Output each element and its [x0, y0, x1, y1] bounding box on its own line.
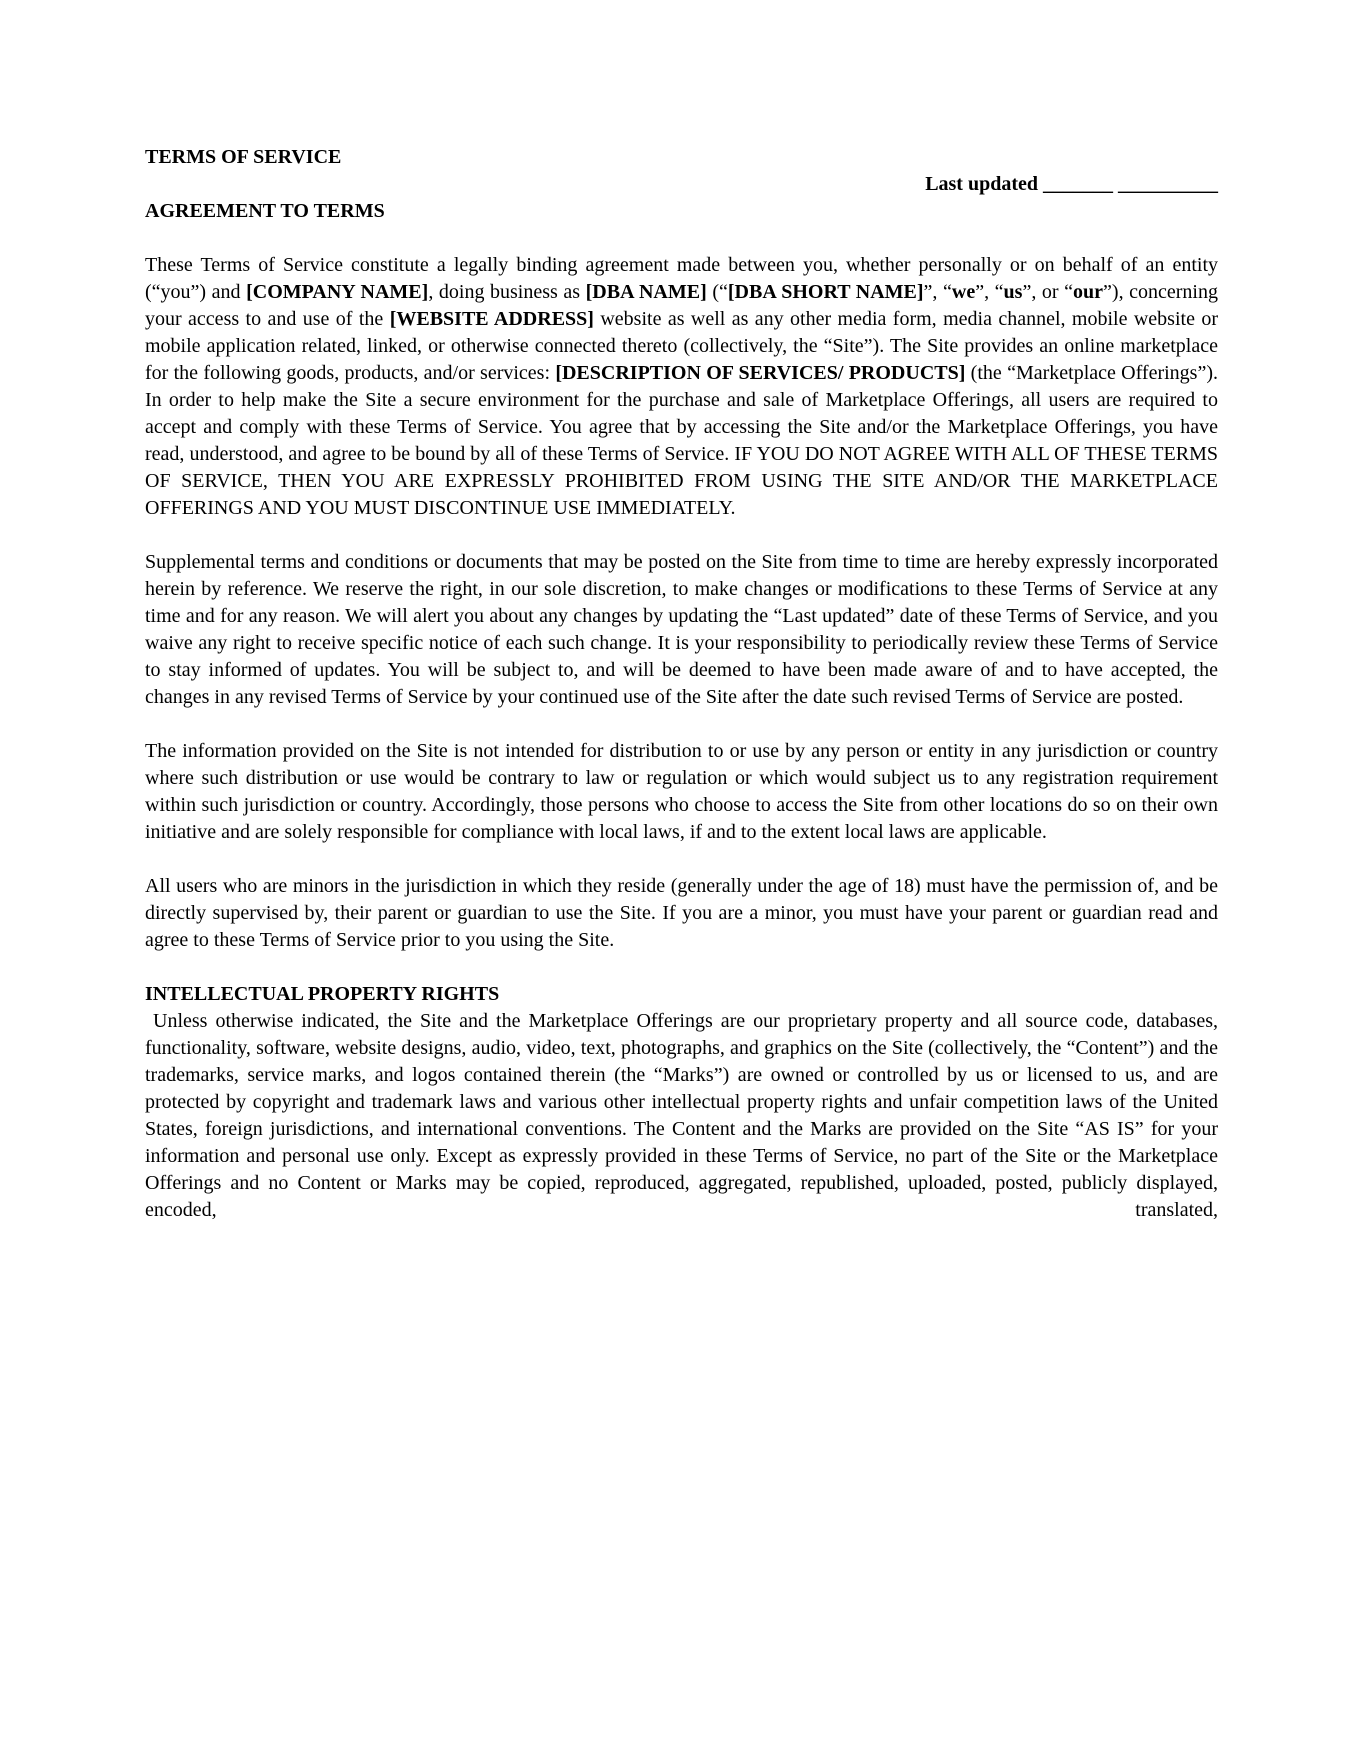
section-heading-agreement-to-terms: AGREEMENT TO TERMS — [145, 200, 385, 222]
document-title: TERMS OF SERVICE — [145, 146, 342, 168]
paragraph-supplemental-terms: Supplemental terms and conditions or documents that may be posted on the Site from time to time are hereby expressly incorporated herein by reference. We reserve the right, in our sole discretion, to make changes or modifications to these Terms of Service at any time and for any reason. We will alert you about any changes by updating the “Last updated” date of these Terms of Service, and you waive any right to receive specific notice of each such change. It is your responsibility to periodically review these Terms of Service to stay informed of updates. You will be subject to, and will be deemed to have been made aware of and to have accepted, the changes in any revised Terms of Service by your continued use of the Site after the date such revised Terms of Service are posted. — [145, 551, 1218, 708]
section-heading-intellectual-property-rights: INTELLECTUAL PROPERTY RIGHTS — [145, 983, 500, 1005]
paragraph-information-distribution: The information provided on the Site is not intended for distribution to or use by any person or entity in any jurisdiction or country where such distribution or use would be contrary to law or regulation or which would subject us to any registration requirement within such jurisdiction or country. Accordingly, those persons who choose to access the Site from other locations do so on their own initiative and are solely responsible for compliance with local laws, if and to the extent local laws are applicable. — [145, 740, 1218, 843]
paragraph-agreement-intro: These Terms of Service constitute a legally binding agreement made between you, whether personally or on behalf of an entity (“you”) and [COMPANY NAME], doing business as [DBA NAME] (“[DBA SHORT NAME]”, “we”, “us”, or “our”), concerning your access to and use of the [WEBSITE ADDRESS] website as well as any other media form, media channel, mobile website or mobile application related, linked, or otherwise connected thereto (collectively, the “Site”). The Site provides an online marketplace for the following goods, products, and/or services: [DESCRIPTION OF SERVICES/ PRODUCTS] (the “Marketplace Offerings”). In order to help make the Site a secure environment for the purchase and sale of Marketplace Offerings, all users are required to accept and comply with these Terms of Service. You agree that by accessing the Site and/or the Marketplace Offerings, you have read, understood, and agree to be bound by all of these Terms of Service. IF YOU DO NOT AGREE WITH ALL OF THESE TERMS OF SERVICE, THEN YOU ARE EXPRESSLY PROHIBITED FROM USING THE SITE AND/OR THE MARKETPLACE OFFERINGS AND YOU MUST DISCONTINUE USE IMMEDIATELY. — [145, 254, 1219, 519]
paragraph-intellectual-property: Unless otherwise indicated, the Site and the Marketplace Offerings are our proprietary property and all source code, databases, functionality, software, website designs, audio, video, text, photographs, and graphics on the Site (collectively, the “Content”) and the trademarks, service marks, and logos contained therein (the “Marks”) are owned or controlled by us or licensed to us, and are protected by copyright and trademark laws and various other intellectual property rights and unfair competition laws of the United States, foreign jurisdictions, and international conventions. The Content and the Marks are provided on the Site “AS IS” for your information and personal use only. Except as expressly provided in these Terms of Service, no part of the Site or the Marketplace Offerings and no Content or Marks may be copied, reproduced, aggregated, republished, uploaded, posted, publicly displayed, encoded, translated, — [145, 1010, 1218, 1221]
last-updated-line: Last updated _______ __________ — [925, 173, 1218, 195]
paragraph-minors: All users who are minors in the jurisdiction in which they reside (generally under the age of 18) must have the permission of, and be directly supervised by, their parent or guardian to use the Site. If you are a minor, you must have your parent or guardian read and agree to these Terms of Service prior to you using the Site. — [145, 875, 1218, 951]
